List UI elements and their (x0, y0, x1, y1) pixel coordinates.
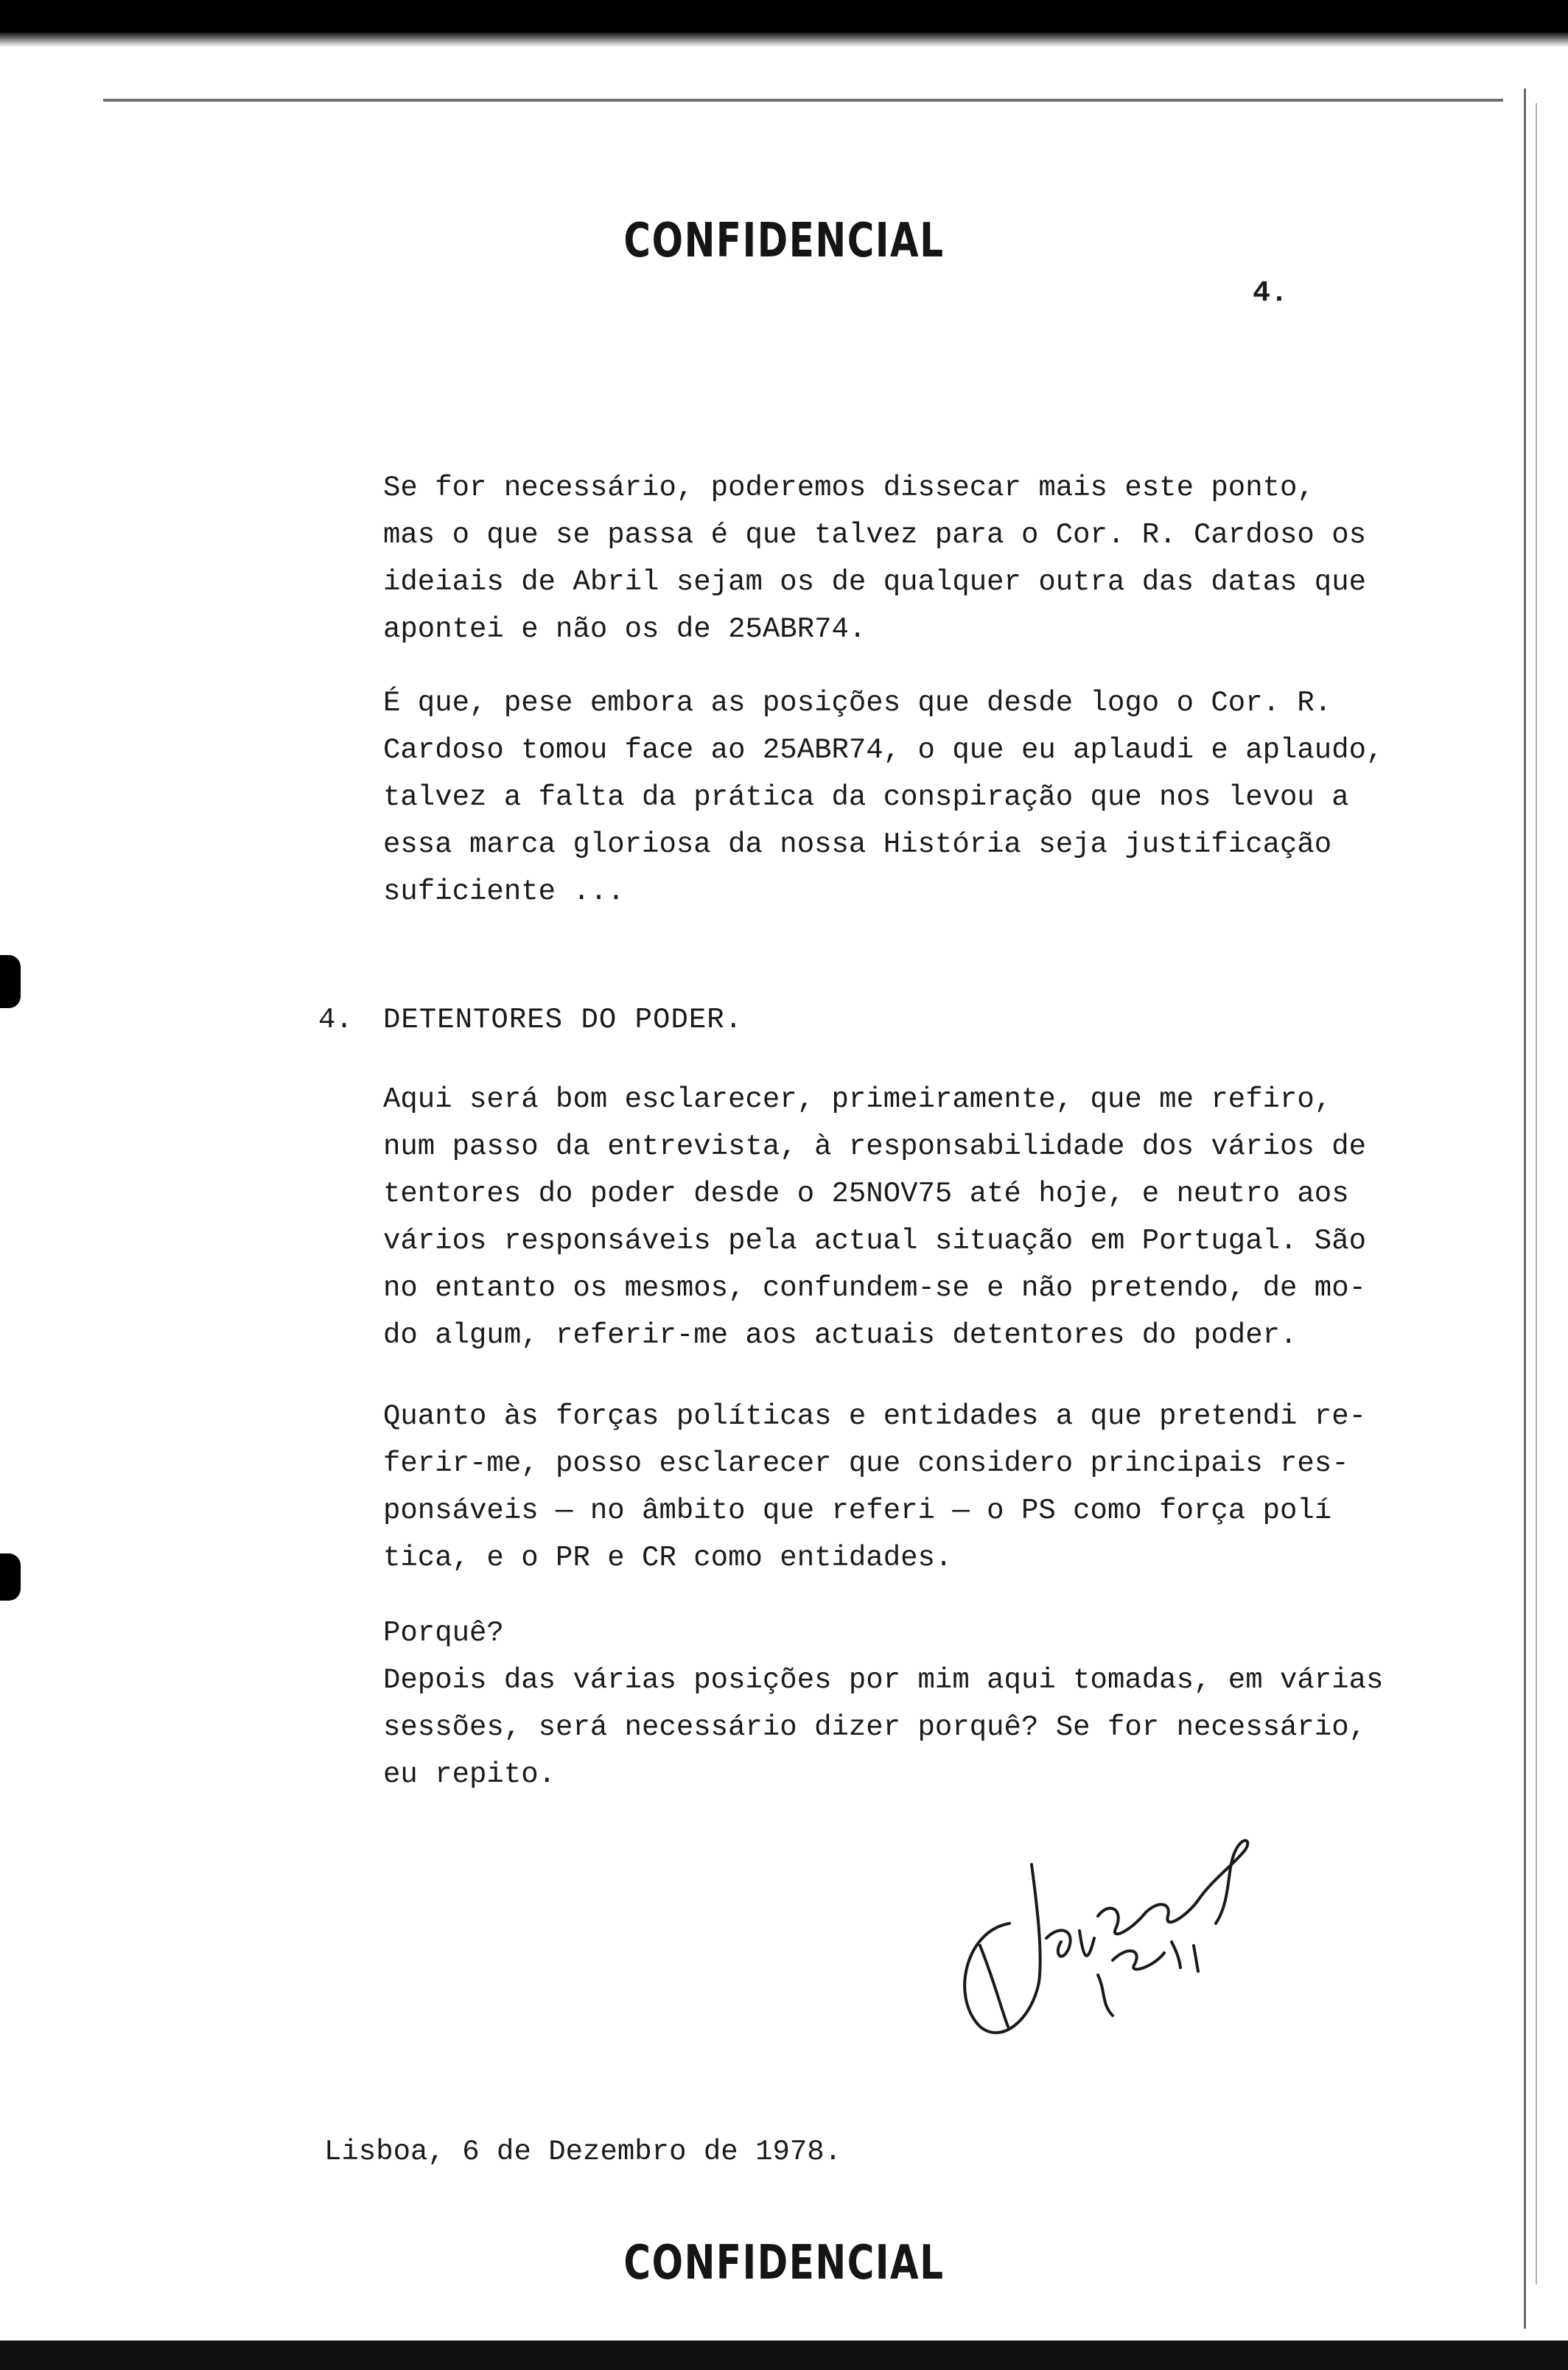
text-line: Quanto às forças políticas e entidades a que pretendi re- (383, 1400, 1367, 1433)
text-line: ferir-me, posso esclarecer que considero principais res- (383, 1447, 1349, 1480)
text-line: vários responsáveis pela actual situação em Portugal. São (383, 1225, 1367, 1257)
scan-top-border (0, 0, 1568, 32)
text-line: Aqui será bom esclarecer, primeiramente, que me refiro, (383, 1083, 1332, 1116)
text-line: eu repito. (383, 1758, 556, 1791)
text-line: ideiais de Abril sejam os de qualquer outra das datas que (383, 566, 1367, 598)
scan-top-shadow (0, 32, 1568, 47)
text-line: tica, e o PR e CR como entidades. (383, 1542, 953, 1574)
intro-paragraph-1 (383, 464, 1367, 653)
text-line: ponsáveis — no âmbito que referi — o PS como força polí (383, 1495, 1332, 1527)
text-line: Se for necessário, poderemos dissecar mais este ponto, (383, 472, 1315, 504)
document-date: Lisboa, 6 de Dezembro de 1978. (324, 2136, 842, 2168)
scan-bottom-border (0, 2341, 1568, 2370)
text-line: Cardoso tomou face ao 25ABR74, o que eu aplaudi e aplaudo, (383, 734, 1384, 766)
section-paragraph-1 (383, 1076, 1367, 1359)
punch-hole-top (0, 955, 21, 1008)
text-line: É que, pese embora as posições que desde logo o Cor. R. (383, 687, 1332, 719)
handwritten-signature (951, 1820, 1304, 2056)
text-line: tentores do poder desde o 25NOV75 até hoje, e neutro aos (383, 1178, 1349, 1210)
confidential-stamp-top: CONFIDENCIAL (623, 214, 945, 268)
text-line: talvez a falta da prática da conspiração que nos levou a (383, 781, 1349, 814)
section-title: DETENTORES DO PODER. (383, 1004, 743, 1036)
question-line: Porquê? (383, 1617, 504, 1649)
text-line: essa marca gloriosa da nossa História seja justificação (383, 828, 1332, 861)
section-number: 4. (318, 1004, 353, 1036)
text-line: mas o que se passa é que talvez para o Cor. R. Cardoso os (383, 519, 1367, 551)
page-right-edge (1524, 88, 1526, 2329)
section-question-block (383, 1609, 1384, 1798)
text-line: suficiente ... (383, 875, 625, 908)
page-right-edge-inner (1536, 103, 1537, 2285)
text-line: num passo da entrevista, à responsabilidade dos vários de (383, 1130, 1367, 1163)
text-line: apontei e não os de 25ABR74. (383, 613, 867, 646)
text-line: Depois das várias posições por mim aqui tomadas, em várias (383, 1664, 1384, 1696)
text-line: sessões, será necessário dizer porquê? Se for necessário, (383, 1711, 1367, 1744)
punch-hole-bottom (0, 1553, 21, 1601)
confidential-stamp-bottom: CONFIDENCIAL (623, 2236, 945, 2290)
text-line: no entanto os mesmos, confundem-se e não pretendo, de mo- (383, 1272, 1367, 1304)
text-line: do algum, referir-me aos actuais detentores do poder. (383, 1319, 1298, 1352)
page-number: 4. (1253, 277, 1289, 310)
page-top-edge (103, 99, 1503, 102)
intro-paragraph-2 (383, 679, 1384, 915)
section-paragraph-2 (383, 1393, 1367, 1581)
